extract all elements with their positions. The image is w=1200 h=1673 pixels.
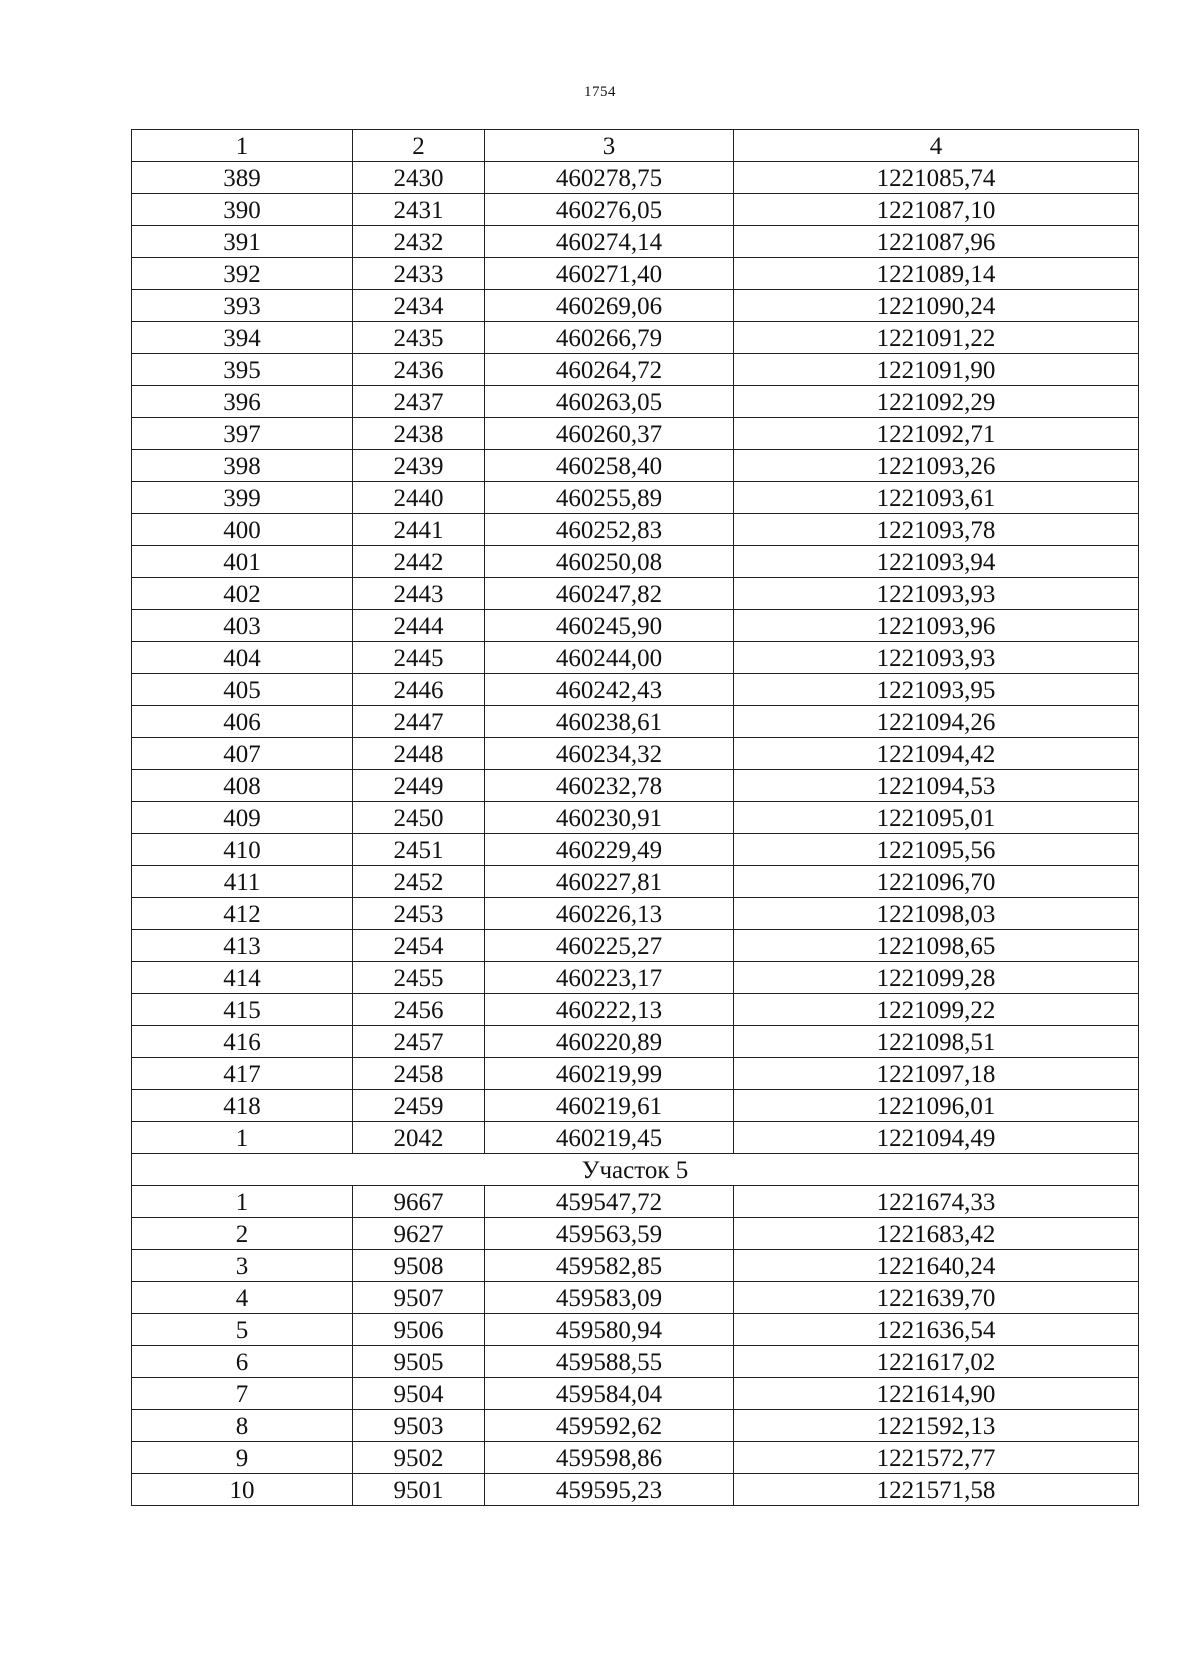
boundary-point-cell: 2451: [353, 834, 485, 866]
x-coordinate-cell: 460255,89: [485, 482, 734, 514]
boundary-point-cell: 9502: [353, 1442, 485, 1474]
point-number-cell: 394: [132, 322, 353, 354]
point-number-cell: 6: [132, 1346, 353, 1378]
table-row: [132, 258, 1139, 290]
x-coordinate-cell: 460250,08: [485, 546, 734, 578]
x-coordinate-cell: 459588,55: [485, 1346, 734, 1378]
point-number-cell: 9: [132, 1442, 353, 1474]
table-row: [132, 1474, 1139, 1506]
boundary-point-cell: 9627: [353, 1218, 485, 1250]
x-coordinate-cell: 460278,75: [485, 162, 734, 194]
table-row: [132, 450, 1139, 482]
x-coordinate-cell: 460252,83: [485, 514, 734, 546]
boundary-point-cell: 9507: [353, 1282, 485, 1314]
point-number-cell: 418: [132, 1090, 353, 1122]
y-coordinate-cell: 1221085,74: [734, 162, 1139, 194]
point-number-cell: 409: [132, 802, 353, 834]
y-coordinate-cell: 1221087,10: [734, 194, 1139, 226]
y-coordinate-cell: 1221093,96: [734, 610, 1139, 642]
y-coordinate-cell: 1221639,70: [734, 1282, 1139, 1314]
y-coordinate-cell: 1221097,18: [734, 1058, 1139, 1090]
x-coordinate-cell: 459584,04: [485, 1378, 734, 1410]
y-coordinate-cell: 1221093,78: [734, 514, 1139, 546]
x-coordinate-cell: 460247,82: [485, 578, 734, 610]
point-number-cell: 397: [132, 418, 353, 450]
table-row: [132, 226, 1139, 258]
point-number-cell: 401: [132, 546, 353, 578]
boundary-point-cell: 2442: [353, 546, 485, 578]
boundary-point-cell: 2453: [353, 898, 485, 930]
y-coordinate-cell: 1221094,53: [734, 770, 1139, 802]
boundary-point-cell: 2435: [353, 322, 485, 354]
point-number-cell: 398: [132, 450, 353, 482]
table-row: [132, 1346, 1139, 1378]
boundary-point-cell: 2449: [353, 770, 485, 802]
table-row: [132, 642, 1139, 674]
y-coordinate-cell: 1221636,54: [734, 1314, 1139, 1346]
boundary-point-cell: 2457: [353, 1026, 485, 1058]
x-coordinate-cell: 459583,09: [485, 1282, 734, 1314]
boundary-point-cell: 2437: [353, 386, 485, 418]
y-coordinate-cell: 1221093,26: [734, 450, 1139, 482]
x-coordinate-cell: 459592,62: [485, 1410, 734, 1442]
x-coordinate-cell: 460230,91: [485, 802, 734, 834]
boundary-point-cell: 2456: [353, 994, 485, 1026]
y-coordinate-cell: 1221098,03: [734, 898, 1139, 930]
table-header-row: [132, 130, 1139, 162]
table-row: [132, 1250, 1139, 1282]
table-row: [132, 1058, 1139, 1090]
boundary-point-cell: 2042: [353, 1122, 485, 1154]
point-number-cell: 408: [132, 770, 353, 802]
y-coordinate-cell: 1221093,93: [734, 642, 1139, 674]
table-row: [132, 162, 1139, 194]
x-coordinate-cell: 460258,40: [485, 450, 734, 482]
point-number-cell: 403: [132, 610, 353, 642]
point-number-cell: 4: [132, 1282, 353, 1314]
y-coordinate-cell: 1221092,29: [734, 386, 1139, 418]
x-coordinate-cell: 460219,99: [485, 1058, 734, 1090]
y-coordinate-cell: 1221091,90: [734, 354, 1139, 386]
y-coordinate-cell: 1221094,49: [734, 1122, 1139, 1154]
boundary-point-cell: 9504: [353, 1378, 485, 1410]
point-number-cell: 413: [132, 930, 353, 962]
column-header-1: 1: [132, 130, 353, 162]
x-coordinate-cell: 460260,37: [485, 418, 734, 450]
boundary-point-cell: 2443: [353, 578, 485, 610]
x-coordinate-cell: 459582,85: [485, 1250, 734, 1282]
x-coordinate-cell: 460263,05: [485, 386, 734, 418]
boundary-point-cell: 2439: [353, 450, 485, 482]
point-number-cell: 395: [132, 354, 353, 386]
x-coordinate-cell: 460271,40: [485, 258, 734, 290]
x-coordinate-cell: 460264,72: [485, 354, 734, 386]
point-number-cell: 412: [132, 898, 353, 930]
point-number-cell: 392: [132, 258, 353, 290]
y-coordinate-cell: 1221090,24: [734, 290, 1139, 322]
boundary-point-cell: 2455: [353, 962, 485, 994]
table-row: [132, 674, 1139, 706]
point-number-cell: 417: [132, 1058, 353, 1090]
table-row: [132, 770, 1139, 802]
x-coordinate-cell: 460225,27: [485, 930, 734, 962]
point-number-cell: 389: [132, 162, 353, 194]
point-number-cell: 415: [132, 994, 353, 1026]
x-coordinate-cell: 460234,32: [485, 738, 734, 770]
point-number-cell: 10: [132, 1474, 353, 1506]
table-row: [132, 482, 1139, 514]
x-coordinate-cell: 460223,17: [485, 962, 734, 994]
table-row: [132, 322, 1139, 354]
x-coordinate-cell: 460242,43: [485, 674, 734, 706]
y-coordinate-cell: 1221683,42: [734, 1218, 1139, 1250]
y-coordinate-cell: 1221089,14: [734, 258, 1139, 290]
point-number-cell: 7: [132, 1378, 353, 1410]
table-row: [132, 194, 1139, 226]
boundary-point-cell: 2458: [353, 1058, 485, 1090]
y-coordinate-cell: 1221087,96: [734, 226, 1139, 258]
page-number: 1754: [584, 84, 616, 100]
point-number-cell: 2: [132, 1218, 353, 1250]
y-coordinate-cell: 1221096,70: [734, 866, 1139, 898]
table-body: [132, 162, 1139, 1506]
x-coordinate-cell: 459595,23: [485, 1474, 734, 1506]
table-row: [132, 834, 1139, 866]
table-row: [132, 1410, 1139, 1442]
x-coordinate-cell: 460229,49: [485, 834, 734, 866]
boundary-point-cell: 9505: [353, 1346, 485, 1378]
boundary-point-cell: 2459: [353, 1090, 485, 1122]
column-header-3: 3: [485, 130, 734, 162]
y-coordinate-cell: 1221098,51: [734, 1026, 1139, 1058]
boundary-point-cell: 2436: [353, 354, 485, 386]
table-row: [132, 738, 1139, 770]
y-coordinate-cell: 1221093,94: [734, 546, 1139, 578]
y-coordinate-cell: 1221096,01: [734, 1090, 1139, 1122]
point-number-cell: 391: [132, 226, 353, 258]
table-row: [132, 578, 1139, 610]
boundary-point-cell: 9501: [353, 1474, 485, 1506]
x-coordinate-cell: 460232,78: [485, 770, 734, 802]
table-row: [132, 290, 1139, 322]
point-number-cell: 407: [132, 738, 353, 770]
table-row: [132, 1378, 1139, 1410]
y-coordinate-cell: 1221094,26: [734, 706, 1139, 738]
boundary-point-cell: 9508: [353, 1250, 485, 1282]
boundary-point-cell: 2444: [353, 610, 485, 642]
point-number-cell: 400: [132, 514, 353, 546]
y-coordinate-cell: 1221099,22: [734, 994, 1139, 1026]
point-number-cell: 1: [132, 1122, 353, 1154]
x-coordinate-cell: 459598,86: [485, 1442, 734, 1474]
boundary-point-cell: 2433: [353, 258, 485, 290]
table-row: [132, 514, 1139, 546]
table-row: [132, 866, 1139, 898]
point-number-cell: 406: [132, 706, 353, 738]
boundary-point-cell: 2448: [353, 738, 485, 770]
point-number-cell: 390: [132, 194, 353, 226]
table-row: [132, 546, 1139, 578]
table-row: [132, 1186, 1139, 1218]
table-row: [132, 1026, 1139, 1058]
boundary-point-cell: 2438: [353, 418, 485, 450]
point-number-cell: 416: [132, 1026, 353, 1058]
x-coordinate-cell: 460276,05: [485, 194, 734, 226]
table-row: [132, 386, 1139, 418]
table-row: [132, 1090, 1139, 1122]
table-row: [132, 1122, 1139, 1154]
x-coordinate-cell: 460269,06: [485, 290, 734, 322]
point-number-cell: 3: [132, 1250, 353, 1282]
coordinates-table: [131, 129, 1139, 1506]
table-row: [132, 610, 1139, 642]
x-coordinate-cell: 459563,59: [485, 1218, 734, 1250]
boundary-point-cell: 2447: [353, 706, 485, 738]
point-number-cell: 399: [132, 482, 353, 514]
boundary-point-cell: 2440: [353, 482, 485, 514]
y-coordinate-cell: 1221098,65: [734, 930, 1139, 962]
table-row: [132, 1442, 1139, 1474]
y-coordinate-cell: 1221571,58: [734, 1474, 1139, 1506]
column-header-2: 2: [353, 130, 485, 162]
boundary-point-cell: 2446: [353, 674, 485, 706]
boundary-point-cell: 2454: [353, 930, 485, 962]
boundary-point-cell: 2452: [353, 866, 485, 898]
column-header-4: 4: [734, 130, 1139, 162]
x-coordinate-cell: 460226,13: [485, 898, 734, 930]
x-coordinate-cell: 460219,61: [485, 1090, 734, 1122]
boundary-point-cell: 9667: [353, 1186, 485, 1218]
x-coordinate-cell: 459547,72: [485, 1186, 734, 1218]
y-coordinate-cell: 1221094,42: [734, 738, 1139, 770]
table-row: [132, 962, 1139, 994]
x-coordinate-cell: 460274,14: [485, 226, 734, 258]
boundary-point-cell: 2431: [353, 194, 485, 226]
point-number-cell: 405: [132, 674, 353, 706]
y-coordinate-cell: 1221572,77: [734, 1442, 1139, 1474]
section-label: Участок 5: [132, 1154, 1139, 1186]
y-coordinate-cell: 1221674,33: [734, 1186, 1139, 1218]
x-coordinate-cell: 460227,81: [485, 866, 734, 898]
table-row: [132, 802, 1139, 834]
boundary-point-cell: 2432: [353, 226, 485, 258]
table-row: [132, 1282, 1139, 1314]
boundary-point-cell: 2434: [353, 290, 485, 322]
boundary-point-cell: 9503: [353, 1410, 485, 1442]
point-number-cell: 404: [132, 642, 353, 674]
boundary-point-cell: 9506: [353, 1314, 485, 1346]
x-coordinate-cell: 460219,45: [485, 1122, 734, 1154]
point-number-cell: 414: [132, 962, 353, 994]
point-number-cell: 5: [132, 1314, 353, 1346]
x-coordinate-cell: 460266,79: [485, 322, 734, 354]
point-number-cell: 410: [132, 834, 353, 866]
y-coordinate-cell: 1221640,24: [734, 1250, 1139, 1282]
x-coordinate-cell: 460222,13: [485, 994, 734, 1026]
table-row: [132, 930, 1139, 962]
y-coordinate-cell: 1221092,71: [734, 418, 1139, 450]
table-row: [132, 1314, 1139, 1346]
y-coordinate-cell: 1221617,02: [734, 1346, 1139, 1378]
point-number-cell: 8: [132, 1410, 353, 1442]
table-row: [132, 706, 1139, 738]
y-coordinate-cell: 1221095,01: [734, 802, 1139, 834]
x-coordinate-cell: 459580,94: [485, 1314, 734, 1346]
y-coordinate-cell: 1221614,90: [734, 1378, 1139, 1410]
boundary-point-cell: 2441: [353, 514, 485, 546]
point-number-cell: 402: [132, 578, 353, 610]
table-row: [132, 898, 1139, 930]
y-coordinate-cell: 1221592,13: [734, 1410, 1139, 1442]
y-coordinate-cell: 1221093,93: [734, 578, 1139, 610]
y-coordinate-cell: 1221095,56: [734, 834, 1139, 866]
boundary-point-cell: 2450: [353, 802, 485, 834]
table-row: [132, 1218, 1139, 1250]
point-number-cell: 396: [132, 386, 353, 418]
boundary-point-cell: 2430: [353, 162, 485, 194]
table-row: [132, 994, 1139, 1026]
point-number-cell: 411: [132, 866, 353, 898]
y-coordinate-cell: 1221099,28: [734, 962, 1139, 994]
point-number-cell: 393: [132, 290, 353, 322]
x-coordinate-cell: 460238,61: [485, 706, 734, 738]
y-coordinate-cell: 1221093,95: [734, 674, 1139, 706]
table-row: [132, 418, 1139, 450]
y-coordinate-cell: 1221093,61: [734, 482, 1139, 514]
x-coordinate-cell: 460220,89: [485, 1026, 734, 1058]
boundary-point-cell: 2445: [353, 642, 485, 674]
table-row: [132, 354, 1139, 386]
x-coordinate-cell: 460245,90: [485, 610, 734, 642]
point-number-cell: 1: [132, 1186, 353, 1218]
section-row: [132, 1154, 1139, 1186]
y-coordinate-cell: 1221091,22: [734, 322, 1139, 354]
x-coordinate-cell: 460244,00: [485, 642, 734, 674]
